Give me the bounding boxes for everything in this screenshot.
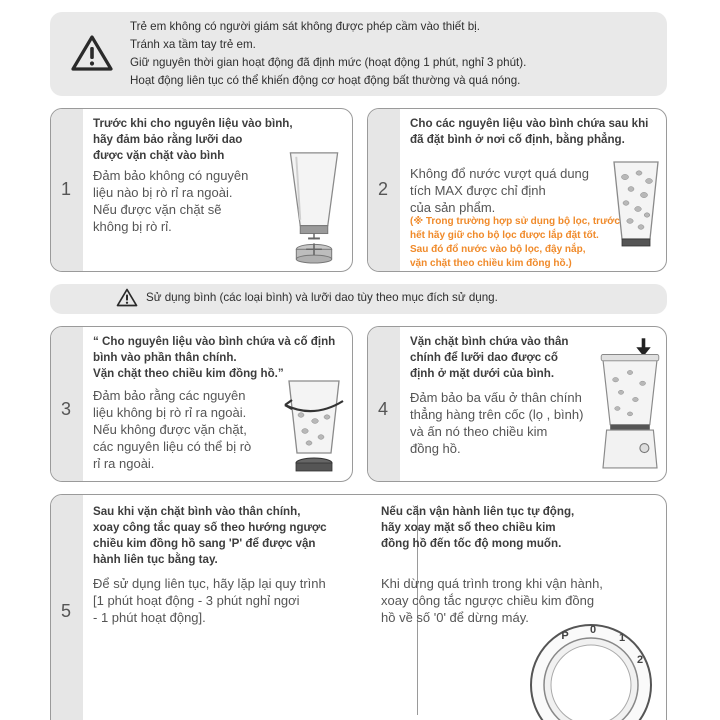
step-4-card bbox=[367, 326, 667, 482]
step-number: 2 bbox=[378, 179, 389, 199]
step-description: Đảm bảo rằng các nguyên liệu không bị rò rỉ ra ngoài. Nếu không được vặn chặt, các nguyên liệu có thể bị rò rỉ ra ngoài. bbox=[93, 388, 252, 471]
dial-label-1: 1 bbox=[618, 632, 626, 644]
blender-on-base-illustration bbox=[594, 333, 666, 475]
step-description: Không đổ nước vượt quá dung tích MAX được chỉ định của sản phẩm. bbox=[410, 166, 590, 215]
filled-blender-jar-illustration bbox=[611, 159, 661, 249]
step-5-card bbox=[50, 494, 667, 720]
dial-label-0: 0 bbox=[589, 624, 597, 636]
step-title: Vặn chặt bình chứa vào thân chính để lưỡi dao được cố định ở mặt dưới của bình. bbox=[410, 335, 569, 380]
filter-note: (※ Trong trường hợp sử dụng bộ lọc, trước hết hãy giữ cho bộ lọc được lắp đặt tốt. Sau đó đổ nước vào bộ lọc, đậy nắp, vặn chặt theo chiều kim đồng hồ.) bbox=[410, 216, 620, 269]
usage-note-text: Sử dụng bình (các loại bình) và lưỡi dao tùy theo mục đích sử dụng. bbox=[146, 291, 498, 304]
warning-icon bbox=[70, 34, 114, 72]
step-title-automatic: Nếu cần vận hành liên tục tự động, hãy xoay mặt số theo chiều kim đồng hồ đến tốc độ mong muốn. bbox=[381, 505, 575, 550]
warning-text bbox=[130, 18, 526, 90]
usage-note-banner bbox=[50, 284, 667, 314]
warning-line: Tránh xa tầm tay trẻ em. bbox=[130, 38, 256, 51]
step-number: 4 bbox=[378, 399, 389, 419]
speed-dial-illustration bbox=[521, 613, 661, 720]
step-description-stop: Khi dừng quá trình trong khi vận hành, xoay công tắc ngược chiều kim đồng hồ về số '0' để dừng máy. bbox=[381, 576, 603, 625]
step-2-card bbox=[367, 108, 667, 272]
blender-jar-with-blade-illustration bbox=[284, 147, 344, 265]
step-title-manual: Sau khi vặn chặt bình vào thân chính, xoay công tắc quay số theo hướng ngược chiều kim đồng hồ sang 'P' để được vận hành liên tục bằng tay. bbox=[93, 505, 327, 566]
warning-banner bbox=[50, 12, 667, 96]
step-title: Cho các nguyên liệu vào bình chứa sau khi đã đặt bình ở nơi cố định, bằng phẳng. bbox=[410, 117, 649, 146]
step-description: Đảm bảo không có nguyên liệu nào bị rò rỉ ra ngoài. Nếu được vặn chặt sẽ không bị rò rỉ. bbox=[93, 168, 249, 234]
step-title: “ Cho nguyên liệu vào bình chứa và cố định bình vào phần thân chính. Vặn chặt theo chiều kim đồng hồ.” bbox=[93, 335, 336, 380]
dial-label-2: 2 bbox=[636, 654, 644, 666]
dial-label-p: P bbox=[561, 630, 569, 642]
warning-line: Giữ nguyên thời gian hoạt động đã định mức (hoạt động 1 phút, nghỉ 3 phút). bbox=[130, 56, 527, 69]
step-1-card bbox=[50, 108, 353, 272]
step-number: 3 bbox=[61, 399, 72, 419]
step-description: Đảm bảo ba vấu ở thân chính thẳng hàng trên cốc (lọ , bình) và ấn nó theo chiều kim đồng hồ. bbox=[410, 390, 584, 456]
step-description-manual: Để sử dụng liên tục, hãy lặp lại quy trình [1 phút hoạt động - 3 phút nghỉ ngơi - 1 phút hoạt động]. bbox=[93, 576, 326, 625]
step-number: 1 bbox=[61, 179, 72, 199]
warning-line: Trẻ em không có người giám sát không được phép cầm vào thiết bị. bbox=[130, 20, 480, 33]
step-title: Trước khi cho nguyên liệu vào bình, hãy đảm bảo rằng lưỡi dao được vặn chặt vào bình bbox=[93, 117, 293, 162]
warning-icon bbox=[116, 288, 138, 307]
jar-twist-clockwise-illustration bbox=[281, 379, 347, 475]
step-number: 5 bbox=[61, 601, 72, 621]
warning-line: Hoạt động liên tục có thể khiến động cơ hoạt động bất thường và quá nóng. bbox=[130, 74, 521, 87]
step-3-card bbox=[50, 326, 353, 482]
